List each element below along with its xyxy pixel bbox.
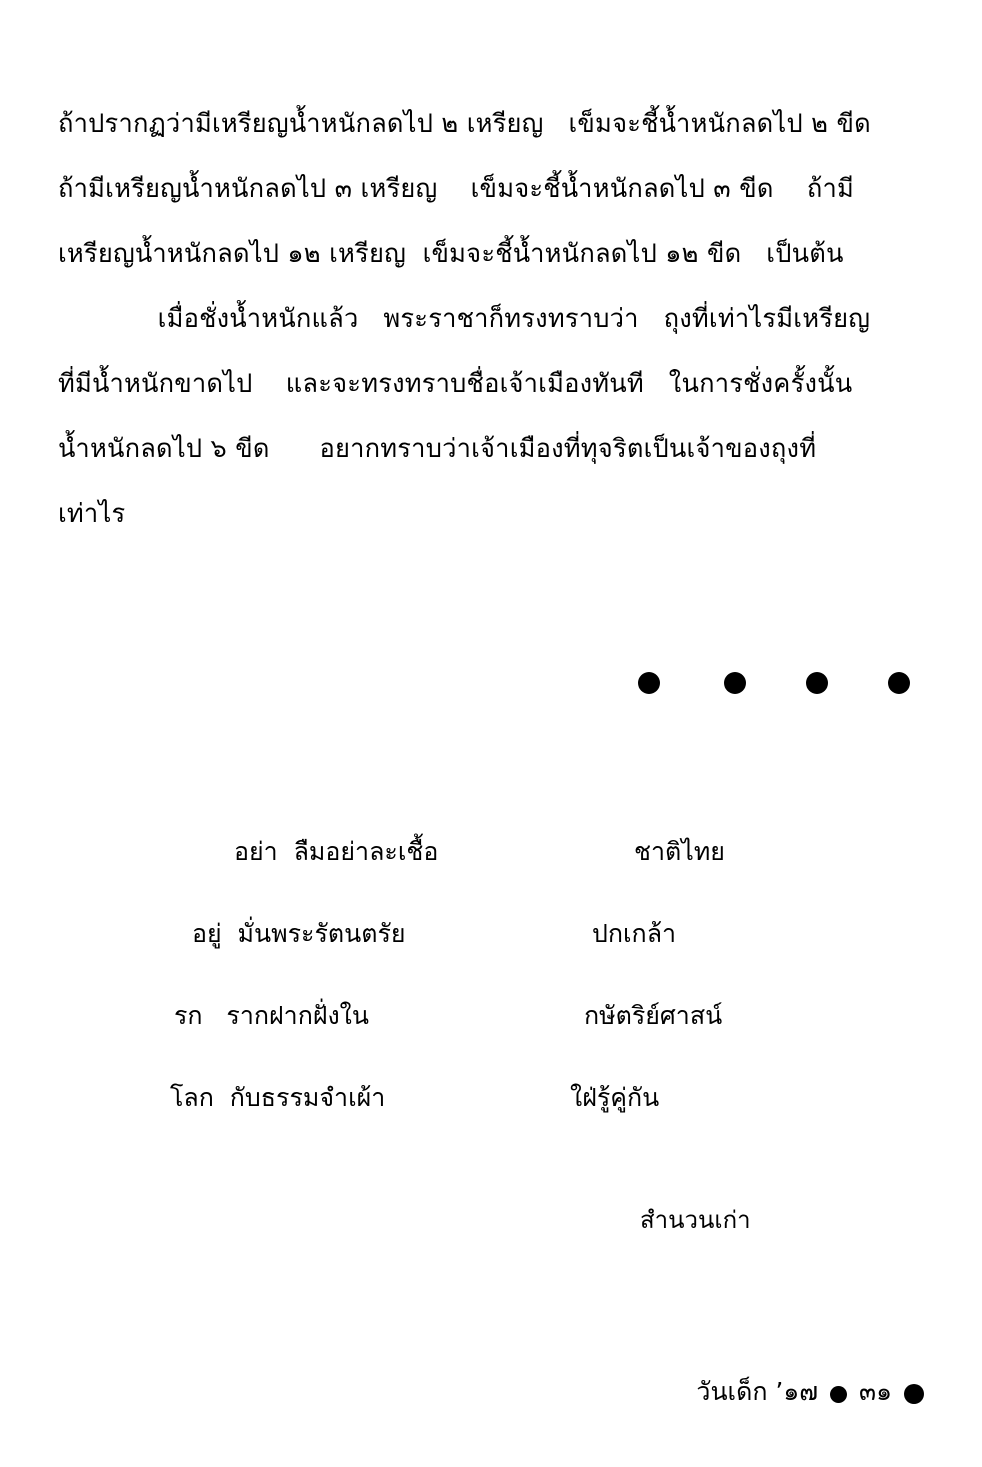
verse-line-second-half: ชาติไทย [634, 837, 725, 866]
separator-dot-icon [888, 672, 910, 694]
verse-line-second-half: กษัตริย์ศาสน์ [584, 1001, 723, 1030]
footer-bullet-icon [904, 1384, 924, 1404]
verse-line-first-half: อยู่ มั่นพระรัตนตรัย [192, 919, 406, 948]
verse-line [170, 996, 870, 1078]
body-paragraph-line-5: ที่มีน้ำหนักขาดไป และจะทรงทราบชื่อเจ้าเมืองทันที ในการชั่งครั้งนั้น [58, 369, 853, 399]
separator-dot-icon [724, 672, 746, 694]
footer-bullet-icon [830, 1386, 847, 1403]
body-paragraph-line-7: เท่าไร [58, 499, 126, 529]
verse-line-second-half: ใฝ่รู้คู่กัน [570, 1083, 660, 1112]
verse-block [170, 832, 870, 1160]
body-paragraph-line-4: เมื่อชั่งน้ำหนักแล้ว พระราชาก็ทรงทราบว่า ถุงที่เท่าไรมีเหรียญ [58, 304, 871, 334]
separator-dot-icon [638, 672, 660, 694]
verse-line-first-half: อย่า ลืมอย่าละเชื้อ [234, 837, 439, 866]
verse-line-second-half: ปกเกล้า [592, 919, 677, 948]
body-paragraph-line-1: ถ้าปรากฏว่ามีเหรียญน้ำหนักลดไป ๒ เหรียญ เข็มจะชี้น้ำหนักลดไป ๒ ขีด [58, 109, 871, 139]
body-paragraph-line-2: ถ้ามีเหรียญน้ำหนักลดไป ๓ เหรียญ เข็มจะชี้น้ำหนักลดไป ๓ ขีด ถ้ามี [58, 174, 854, 204]
footer-publication-label: วันเด็ก ’๑๗ [696, 1377, 819, 1406]
body-paragraph-line-6: น้ำหนักลดไป ๖ ขีด อยากทราบว่าเจ้าเมืองที่ทุจริตเป็นเจ้าของถุงที่ [58, 434, 817, 464]
separator-dot-icon [806, 672, 828, 694]
verse-line [170, 1078, 870, 1160]
body-text-block [58, 92, 924, 547]
page-footer [0, 1372, 982, 1416]
footer-page-number: ๓๑ [859, 1377, 892, 1406]
verse-line [170, 832, 870, 914]
verse-line [170, 914, 870, 996]
verse-line-first-half: โลก กับธรรมจำเผ้า [170, 1083, 386, 1112]
verse-line-first-half: รก รากฝากฝั่งใน [174, 1001, 369, 1030]
dot-separator-icon [630, 666, 930, 700]
body-paragraph-line-3: เหรียญน้ำหนักลดไป ๑๒ เหรียญ เข็มจะชี้น้ำหนักลดไป ๑๒ ขีด เป็นต้น [58, 239, 844, 269]
verse-attribution: สำนวนเก่า [640, 1206, 751, 1234]
